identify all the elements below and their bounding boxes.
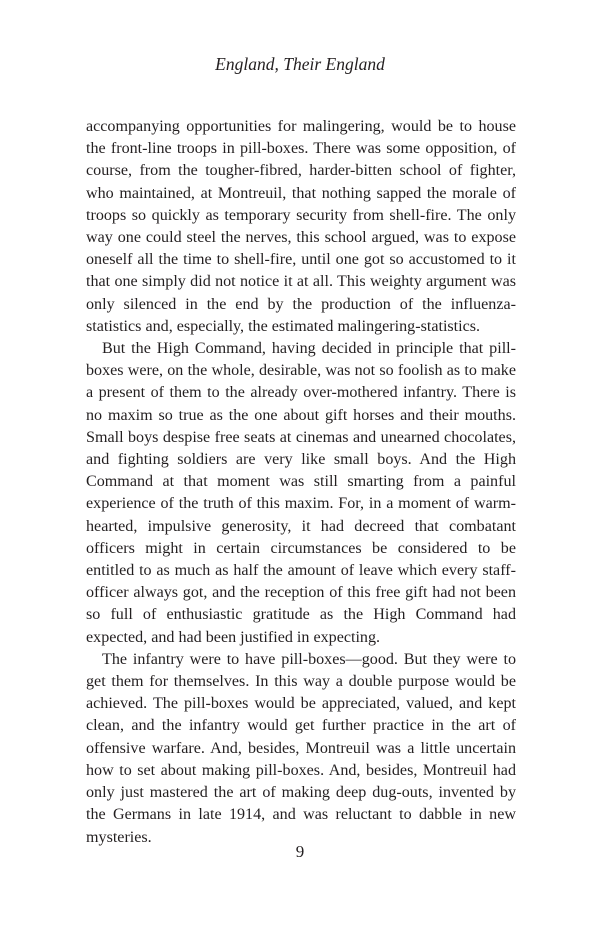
running-head-title: England, Their England: [215, 54, 385, 74]
paragraph-3: The infantry were to have pill-boxes—good. But they were to get them for themselves. In this way a double purpose would be achieved. The pill-boxes would be appreciated, valued, and kept clean, and the infantry would get further practice in the art of offensive warfare. And, besides, Montreuil was a little uncertain how to set about making pill-boxes. And, besides, Montreuil had only just mastered the art of making deep dug-outs, invented by the Germans in late 1914, and was reluctant to dabble in new mysteries.: [86, 650, 516, 846]
body-text: [86, 116, 516, 849]
paragraph-2: But the High Command, having decided in principle that pill-boxes were, on the whole, desirable, was not so foolish as to make a present of them to the already over-mothered infantry. There is no maxim so true as the one about gift horses and their mouths. Small boys despise free seats at cinemas and unearned chocolates, and fighting soldiers are very like small boys. And the High Command at that moment was still smarting from a painful experience of the truth of this maxim. For, in a moment of warm-hearted, impulsive generosity, it had decreed that combatant officers might in certain circumstances be considered to be entitled to as much as half the amount of leave which every staff-officer always got, and the reception of this free gift had not been so full of enthusiastic gratitude as the High Command had expected, and had been justified in expecting.: [86, 340, 516, 646]
paragraph-1: accompanying opportunities for malingering, would be to house the front-line troops in pill-boxes. There was some opposition, of course, from the tougher-fibred, harder-bitten school of fighter, who maintained, at Montreuil, that nothing sapped the morale of troops so quickly as temporary security from shell-fire. The only way one could steel the nerves, this school argued, was to expose oneself all the time to shell-fire, until one got so accustomed to it that one simply did not notice it at all. This weighty argument was only silenced in the end by the production of the influenza-statistics and, especially, the estimated malingering-statistics.: [86, 118, 516, 335]
page-number: 9: [295, 842, 305, 861]
